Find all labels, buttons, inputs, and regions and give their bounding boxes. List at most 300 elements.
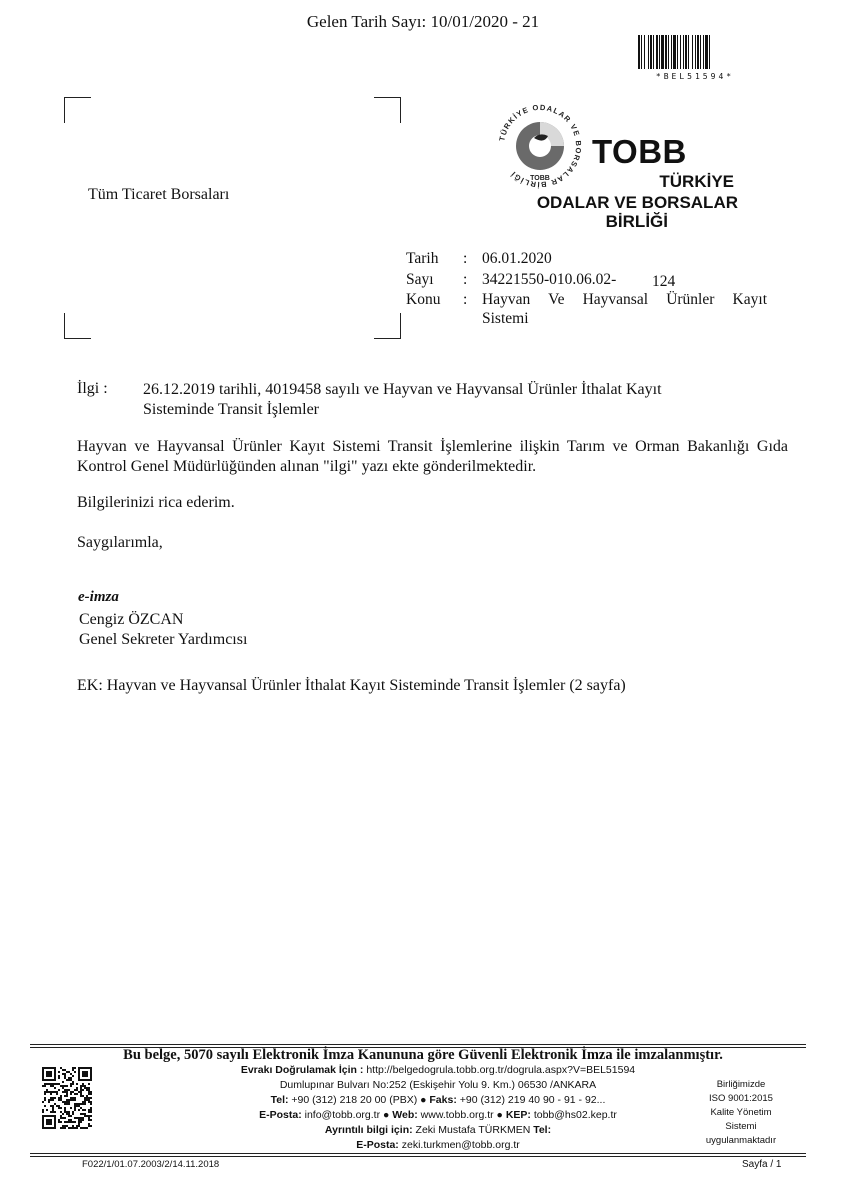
qr-module (88, 1093, 90, 1095)
address-corner-top-right (374, 97, 401, 123)
barcode-bar (641, 35, 642, 69)
seal-center-text: TOBB (530, 175, 550, 182)
qr-module (62, 1091, 64, 1093)
body-paragraph-1: Hayvan ve Hayvansal Ürünler Kayıt Sistemi Transit İşlemlerine ilişkin Tarım ve Orman Bakanlığı Gıda Kontrol Genel Müdürlüğünden alınan "ilgi" yazı ekte gönderilmektedir. (77, 438, 788, 475)
qr-module (84, 1113, 86, 1115)
qr-module (80, 1119, 82, 1121)
qr-module (64, 1077, 66, 1079)
qr-module (78, 1117, 80, 1119)
qr-module (60, 1111, 62, 1113)
qr-module (78, 1119, 80, 1121)
qr-module (62, 1125, 64, 1127)
qr-module (62, 1087, 64, 1089)
qr-module (48, 1099, 50, 1101)
qr-module (82, 1119, 84, 1121)
qr-module (84, 1109, 86, 1111)
body-paragraph-2: Bilgilerinizi rica ederim. (77, 494, 235, 511)
barcode-bar (659, 35, 660, 69)
footer-address: Dumlupınar Bulvarı No:252 (Eskişehir Yolu 9. Km.) 06530 /ANKARA (279, 1079, 597, 1091)
barcode-bar (688, 35, 689, 69)
qr-module (58, 1083, 60, 1085)
qr-module (80, 1085, 82, 1087)
barcode-bar (673, 35, 676, 69)
qr-module (54, 1083, 56, 1085)
qr-module (88, 1111, 90, 1113)
qr-module (58, 1071, 60, 1073)
qr-module (68, 1127, 70, 1129)
qr-module (68, 1103, 70, 1105)
qr-module (90, 1109, 92, 1111)
qr-module (70, 1077, 72, 1079)
qr-module (54, 1111, 56, 1113)
qr-module (88, 1091, 90, 1093)
qr-module (90, 1125, 92, 1127)
qr-module (82, 1095, 84, 1097)
qr-module (52, 1107, 54, 1109)
web-label: Web: (392, 1109, 418, 1121)
subject-colon: : (463, 291, 468, 308)
qr-module (84, 1085, 86, 1087)
barcode-text: *BEL51594* (655, 72, 735, 81)
qr-module (70, 1099, 72, 1101)
qr-module (42, 1109, 44, 1111)
closing: Saygılarımla, (77, 534, 163, 551)
kep-label: KEP: (505, 1109, 531, 1121)
qr-module (86, 1095, 88, 1097)
qr-module (66, 1085, 68, 1087)
qr-module (66, 1089, 68, 1091)
qr-module (88, 1089, 90, 1091)
qr-module (62, 1081, 64, 1083)
qr-module (74, 1097, 76, 1099)
qr-module (74, 1103, 76, 1105)
qr-module (86, 1115, 88, 1117)
reference-text: 26.12.2019 tarihli, 4019458 sayılı ve Hayvan ve Hayvansal Ürünler İthalat Kayıt Sisteminde Transit İşlemler (143, 381, 662, 418)
qr-module (72, 1125, 74, 1127)
qr-module (56, 1091, 58, 1093)
qr-module (88, 1115, 90, 1117)
qr-module (72, 1081, 74, 1083)
qr-module (84, 1101, 86, 1103)
qr-module (76, 1117, 78, 1119)
qr-module (72, 1097, 74, 1099)
qr-module (52, 1091, 54, 1093)
subject-line2: Sistemi (482, 310, 529, 327)
qr-module (42, 1085, 44, 1087)
qr-module (60, 1107, 62, 1109)
number-label: Sayı (406, 271, 434, 288)
date-colon: : (463, 250, 468, 267)
qr-module (76, 1125, 78, 1127)
qr-module (74, 1099, 76, 1101)
address-corner-top-left (64, 97, 91, 123)
barcode-bar (661, 35, 664, 69)
qr-module (60, 1115, 62, 1117)
qr-module (86, 1099, 88, 1101)
qr-module (62, 1069, 64, 1071)
attachment-note: EK: Hayvan ve Hayvansal Ürünler İthalat Kayıt Sisteminde Transit İşlemler (2 sayfa) (77, 677, 626, 694)
qr-module (64, 1069, 66, 1071)
qr-module (90, 1111, 92, 1113)
qr-module (56, 1083, 58, 1085)
email-value[interactable]: info@tobb.org.tr ● (304, 1109, 390, 1121)
qr-module (58, 1099, 60, 1101)
qr-module (44, 1097, 46, 1099)
qr-module (66, 1101, 68, 1103)
qr-module (70, 1121, 72, 1123)
qr-module (60, 1121, 62, 1123)
qr-module (86, 1087, 88, 1089)
qr-module (54, 1087, 56, 1089)
qr-module (60, 1067, 62, 1069)
qr-module (50, 1093, 52, 1095)
qr-module (82, 1085, 84, 1087)
qr-module (70, 1093, 72, 1095)
qr-module (68, 1101, 70, 1103)
reference-label: İlgi : (77, 380, 108, 397)
qr-module (60, 1117, 62, 1119)
qr-module (72, 1083, 74, 1085)
qr-module (84, 1103, 86, 1105)
qr-module (52, 1111, 54, 1113)
footer-rule-bottom (30, 1153, 806, 1154)
qr-module (82, 1127, 84, 1129)
qr-module (62, 1101, 64, 1103)
qr-module (58, 1077, 60, 1079)
info-tel-label: Tel: (533, 1124, 552, 1136)
qr-module (52, 1083, 54, 1085)
iso-certification-note (700, 1078, 782, 1148)
barcode-bar (709, 35, 710, 69)
qr-module (58, 1075, 60, 1077)
iso-line-3: Kalite Yönetim (710, 1107, 772, 1118)
qr-module (62, 1085, 64, 1087)
kep-value[interactable]: tobb@hs02.kep.tr (533, 1109, 617, 1121)
qr-module (42, 1101, 44, 1103)
subject-label: Konu (406, 291, 441, 308)
logo-name-line1: TÜRKİYE (659, 172, 734, 191)
qr-module (68, 1079, 70, 1081)
signer-name: Cengiz ÖZCAN (79, 611, 184, 628)
received-date-stamp: Gelen Tarih Sayı: 10/01/2020 - 21 (306, 12, 540, 31)
fax-value: +90 (312) 219 40 90 - 91 - 92... (459, 1094, 606, 1106)
qr-module (68, 1121, 70, 1123)
logo-name-line3: BİRLİĞİ (605, 212, 668, 231)
qr-module (88, 1087, 90, 1089)
qr-module (70, 1091, 72, 1093)
qr-module (54, 1097, 56, 1099)
qr-module (84, 1099, 86, 1101)
barcode-bar (695, 35, 696, 69)
qr-module (58, 1089, 60, 1091)
page-number: Sayfa / 1 (742, 1159, 782, 1170)
qr-module (78, 1109, 80, 1111)
subject-line1: Hayvan Ve Hayvansal Ürünler Kayıt (482, 291, 767, 308)
qr-module (72, 1091, 74, 1093)
barcode-bar (697, 35, 699, 69)
footer-verify-line (150, 1063, 726, 1078)
qr-module (76, 1083, 78, 1085)
qr-module (58, 1121, 60, 1123)
qr-module (64, 1089, 66, 1091)
qr-module (88, 1125, 90, 1127)
qr-module (56, 1093, 58, 1095)
tel-value: +90 (312) 218 20 00 (PBX) ● (291, 1094, 427, 1106)
number-value: 34221550-010.06.02- (482, 271, 617, 288)
qr-finder-pattern (82, 1071, 88, 1077)
fax-label: Faks: (429, 1094, 457, 1106)
footer-info-email-line (150, 1138, 726, 1153)
qr-module (52, 1085, 54, 1087)
qr-module (66, 1093, 68, 1095)
qr-module (84, 1097, 86, 1099)
qr-module (48, 1091, 50, 1093)
qr-module (64, 1091, 66, 1093)
info-email-value[interactable]: zeki.turkmen@tobb.org.tr (401, 1139, 520, 1151)
barcode-bar (668, 35, 669, 69)
qr-module (66, 1103, 68, 1105)
qr-module (64, 1075, 66, 1077)
qr-module (66, 1079, 68, 1081)
qr-module (60, 1095, 62, 1097)
number-suffix: 124 (652, 273, 676, 290)
qr-module (58, 1107, 60, 1109)
qr-module (88, 1117, 90, 1119)
qr-module (88, 1097, 90, 1099)
qr-module (72, 1069, 74, 1071)
qr-module (64, 1107, 66, 1109)
qr-module (68, 1077, 70, 1079)
qr-module (74, 1067, 76, 1069)
verify-url[interactable]: http://belgedogrula.tobb.org.tr/dogrula.aspx?V=BEL51594 (366, 1064, 636, 1076)
qr-module (78, 1103, 80, 1105)
iso-line-1: Birliğimizde (716, 1079, 766, 1090)
qr-module (68, 1071, 70, 1073)
qr-module (72, 1111, 74, 1113)
qr-module (44, 1085, 46, 1087)
qr-module (70, 1119, 72, 1121)
qr-module (76, 1103, 78, 1105)
qr-module (74, 1105, 76, 1107)
footer-rule-top (30, 1044, 806, 1045)
qr-module (74, 1107, 76, 1109)
qr-module (82, 1117, 84, 1119)
qr-module (80, 1093, 82, 1095)
barcode-bar (653, 35, 654, 69)
qr-module (66, 1099, 68, 1101)
qr-module (68, 1119, 70, 1121)
qr-module (58, 1105, 60, 1107)
qr-module (80, 1113, 82, 1115)
qr-module (86, 1097, 88, 1099)
qr-module (72, 1113, 74, 1115)
qr-module (86, 1089, 88, 1091)
qr-module (80, 1121, 82, 1123)
qr-module (52, 1105, 54, 1107)
qr-module (76, 1127, 78, 1129)
qr-module (74, 1109, 76, 1111)
qr-module (90, 1093, 92, 1095)
qr-module (64, 1095, 66, 1097)
qr-module (44, 1093, 46, 1095)
qr-module (50, 1085, 52, 1087)
tel-label: Tel: (270, 1094, 289, 1106)
qr-module (64, 1101, 66, 1103)
qr-module (82, 1109, 84, 1111)
qr-module (64, 1125, 66, 1127)
qr-module (50, 1097, 52, 1099)
qr-module (64, 1121, 66, 1123)
qr-module (70, 1073, 72, 1075)
barcode-bar (671, 35, 672, 69)
qr-module (46, 1091, 48, 1093)
qr-module (66, 1111, 68, 1113)
qr-module (58, 1097, 60, 1099)
qr-module (50, 1111, 52, 1113)
qr-module (66, 1113, 68, 1115)
qr-module (68, 1113, 70, 1115)
address-corner-bottom-right (374, 313, 401, 339)
qr-module (64, 1109, 66, 1111)
qr-module (78, 1121, 80, 1123)
qr-module (54, 1103, 56, 1105)
qr-module (82, 1101, 84, 1103)
qr-module (64, 1085, 66, 1087)
qr-module (60, 1127, 62, 1129)
signer-title: Genel Sekreter Yardımcısı (79, 631, 248, 648)
iso-line-4: Sistemi (725, 1121, 757, 1132)
barcode-bar (683, 35, 684, 69)
qr-module (84, 1127, 86, 1129)
qr-module (52, 1097, 54, 1099)
qr-module (50, 1105, 52, 1107)
qr-module (86, 1127, 88, 1129)
iso-line-2: ISO 9001:2015 (709, 1093, 773, 1104)
qr-module (50, 1083, 52, 1085)
qr-module (42, 1111, 44, 1113)
qr-code (42, 1067, 92, 1129)
qr-module (44, 1099, 46, 1101)
qr-module (46, 1083, 48, 1085)
barcode-bar (656, 35, 658, 69)
qr-module (46, 1089, 48, 1091)
footer-info-line (150, 1123, 726, 1138)
qr-module (60, 1085, 62, 1087)
recipient: Tüm Ticaret Borsaları (88, 186, 230, 203)
qr-module (52, 1109, 54, 1111)
qr-module (90, 1115, 92, 1117)
barcode-bar (700, 35, 701, 69)
form-code: F022/1/01.07.2003/2/14.11.2018 (82, 1159, 220, 1170)
qr-module (54, 1091, 56, 1093)
barcode-bar (703, 35, 704, 69)
qr-module (74, 1071, 76, 1073)
qr-module (80, 1103, 82, 1105)
info-value: Zeki Mustafa TÜRKMEN (415, 1124, 531, 1136)
barcode-bar (648, 35, 649, 69)
qr-module (66, 1121, 68, 1123)
qr-module (78, 1123, 80, 1125)
qr-module (66, 1071, 68, 1073)
barcode (636, 34, 754, 70)
qr-module (80, 1127, 82, 1129)
qr-module (84, 1115, 86, 1117)
qr-module (90, 1107, 92, 1109)
qr-module (68, 1111, 70, 1113)
qr-module (88, 1099, 90, 1101)
qr-module (62, 1127, 64, 1129)
qr-module (52, 1099, 54, 1101)
web-value[interactable]: www.tobb.org.tr ● (420, 1109, 503, 1121)
qr-module (62, 1113, 64, 1115)
qr-module (68, 1089, 70, 1091)
qr-finder-pattern (46, 1119, 52, 1125)
qr-module (74, 1127, 76, 1129)
qr-module (90, 1091, 92, 1093)
qr-module (50, 1091, 52, 1093)
qr-module (76, 1089, 78, 1091)
qr-module (66, 1125, 68, 1127)
qr-module (80, 1091, 82, 1093)
qr-module (82, 1083, 84, 1085)
qr-module (70, 1115, 72, 1117)
qr-module (82, 1113, 84, 1115)
qr-module (66, 1091, 68, 1093)
barcode-bar (638, 35, 640, 69)
qr-module (74, 1089, 76, 1091)
qr-module (76, 1087, 78, 1089)
qr-module (80, 1107, 82, 1109)
barcode-bar (705, 35, 708, 69)
info-email-label: E-Posta: (356, 1139, 399, 1151)
qr-module (74, 1117, 76, 1119)
date-value: 06.01.2020 (482, 250, 552, 267)
esignature-notice: Bu belge, 5070 sayılı Elektronik İmza Kanununa göre Güvenli Elektronik İmza ile imzalanmıştır. (123, 1047, 723, 1063)
qr-module (78, 1091, 80, 1093)
qr-module (70, 1127, 72, 1129)
iso-line-5: uygulanmaktadır (705, 1135, 777, 1146)
qr-module (80, 1087, 82, 1089)
qr-module (58, 1119, 60, 1121)
qr-module (90, 1097, 92, 1099)
qr-module (62, 1117, 64, 1119)
qr-module (70, 1085, 72, 1087)
qr-module (44, 1091, 46, 1093)
footer-contact-line (150, 1093, 726, 1108)
qr-module (64, 1073, 66, 1075)
qr-module (62, 1073, 64, 1075)
qr-module (90, 1101, 92, 1103)
qr-module (90, 1119, 92, 1121)
qr-module (64, 1127, 66, 1129)
seal-ring-text: TÜRKİYE ODALAR VE BORSALAR BİRLİĞİ (497, 102, 584, 190)
qr-module (84, 1087, 86, 1089)
qr-module (64, 1103, 66, 1105)
qr-module (88, 1109, 90, 1111)
barcode-bar (692, 35, 693, 69)
qr-module (72, 1099, 74, 1101)
qr-module (80, 1117, 82, 1119)
info-label: Ayrıntılı bilgi için: (324, 1124, 413, 1136)
barcode-bar (665, 35, 667, 69)
barcode-bar (677, 35, 678, 69)
email-label: E-Posta: (259, 1109, 302, 1121)
qr-module (72, 1067, 74, 1069)
footer-rule-bottom-inner (30, 1156, 806, 1157)
barcode-bar (650, 35, 652, 69)
qr-module (76, 1105, 78, 1107)
date-label: Tarih (406, 250, 439, 267)
